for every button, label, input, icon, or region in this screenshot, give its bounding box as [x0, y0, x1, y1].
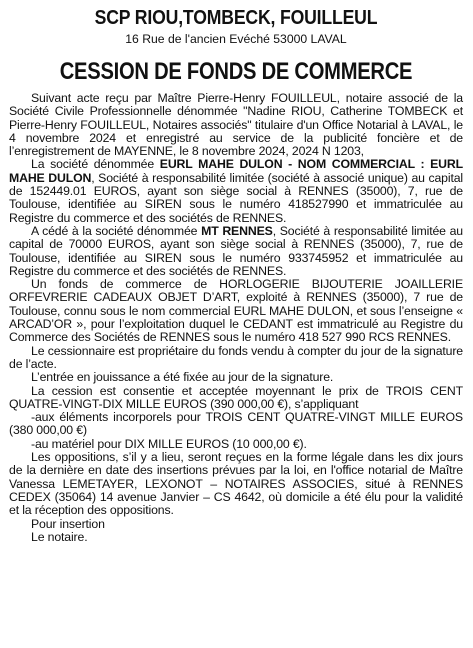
buyer-name: MT RENNES [201, 223, 273, 238]
seller-details: , Société à responsabilité limitée (société à associé unique) au capital de 152449.01 EUROS, ayant son siège social à RENNES (35000), 7, rue de Toulouse, identifiée au SIREN sous le numéro 418527990 et immatriculée au Registre du commerce et des sociétés de RENNES. [9, 170, 463, 225]
paragraph-deed: Suivant acte reçu par Maître Pierre-Henry FOUILLEUL, notaire associé de la Société Civile Professionnelle dénommée "Nadine RIOU, Catherine TOMBECK et Pierre-Henry FOUILLEUL, Notaires associés" titulaire d'un Office Notarial à LAVAL, le 4 novembre 2024 et enregistré au service de la publicité foncière et de l’enregistrement de MAYENNE, le 8 novembre 2024, 2024 N 1203, [9, 91, 463, 159]
paragraph-price: La cession est consentie et acceptée moyennant le prix de TROIS CENT QUATRE-VINGT-DIX MILLE EUROS (390 000,00 €), s’appliquant [9, 383, 463, 411]
paragraph-intangible: -aux éléments incorporels pour TROIS CENT QUATRE-VINGT MILLE EUROS (380 000,00 €) [9, 410, 463, 438]
firm-name: SCP RIOU,TOMBECK, FOUILLEUL [94, 6, 378, 29]
paragraph-buyer [9, 225, 463, 278]
seller-name: EURL MAHE DULON - NOM COMMERCIAL : EURL MAHE DULON [9, 157, 463, 185]
paragraph-signature: Le notaire. [31, 529, 88, 544]
notice-body [9, 92, 463, 544]
paragraph-ownership: Le cessionnaire est propriétaire du fonds vendu à compter du jour de la signature de l’acte. [9, 343, 463, 371]
paragraph-equipment: -au matériel pour DIX MILLE EUROS (10 000,00 €). [31, 436, 307, 451]
firm-address: 16 Rue de l'ancien Evéché 53000 LAVAL [125, 32, 347, 46]
paragraph-oppositions: Les oppositions, s’il y a lieu, seront reçues en la forme légale dans les dix jours de la dernière en date des insertions prévues par la loi, en l'office notarial de Maître Vanessa LEMETAYER, LEXONOT – NOTAIRES ASSOCIES, situé à RENNES CEDEX (35064) 14 avenue Janvier – CS 4642, où domicile a été élu pour la validité et la réception des oppositions. [9, 450, 463, 518]
paragraph-seller [9, 158, 463, 224]
paragraph-business: Un fonds de commerce de HORLOGERIE BIJOUTERIE JOAILLERIE ORFEVRERIE CADEAUX OBJET D’ART, exploité à RENNES (35000), 7 rue de Toulouse, connu sous le nom commercial EURL MAHE DULON, et sous l’enseigne « ARCAD’OR », pour l’exploitation duquel le CEDANT est immatriculé au Registre du Commerce des Sociétés de RENNES sous le numéro 418 527 990 RCS RENNES. [9, 277, 463, 345]
notice-title: CESSION DE FONDS DE COMMERCE [59, 58, 413, 85]
paragraph-enjoyment: L’entrée en jouissance a été fixée au jour de la signature. [31, 370, 334, 385]
buyer-details: , Société à responsabilité limitée au capital de 70000 EUROS, ayant son siège social à RENNES (35000), 7, rue de Toulouse, identifiée au SIREN sous le numéro 933745952 et immatriculée au Registre du commerce et des sociétés de RENNES. [9, 223, 463, 278]
buyer-intro: A cédé à la société dénommée [31, 223, 202, 238]
paragraph-insertion: Pour insertion [31, 516, 105, 531]
seller-intro: La société dénommée [31, 157, 160, 172]
